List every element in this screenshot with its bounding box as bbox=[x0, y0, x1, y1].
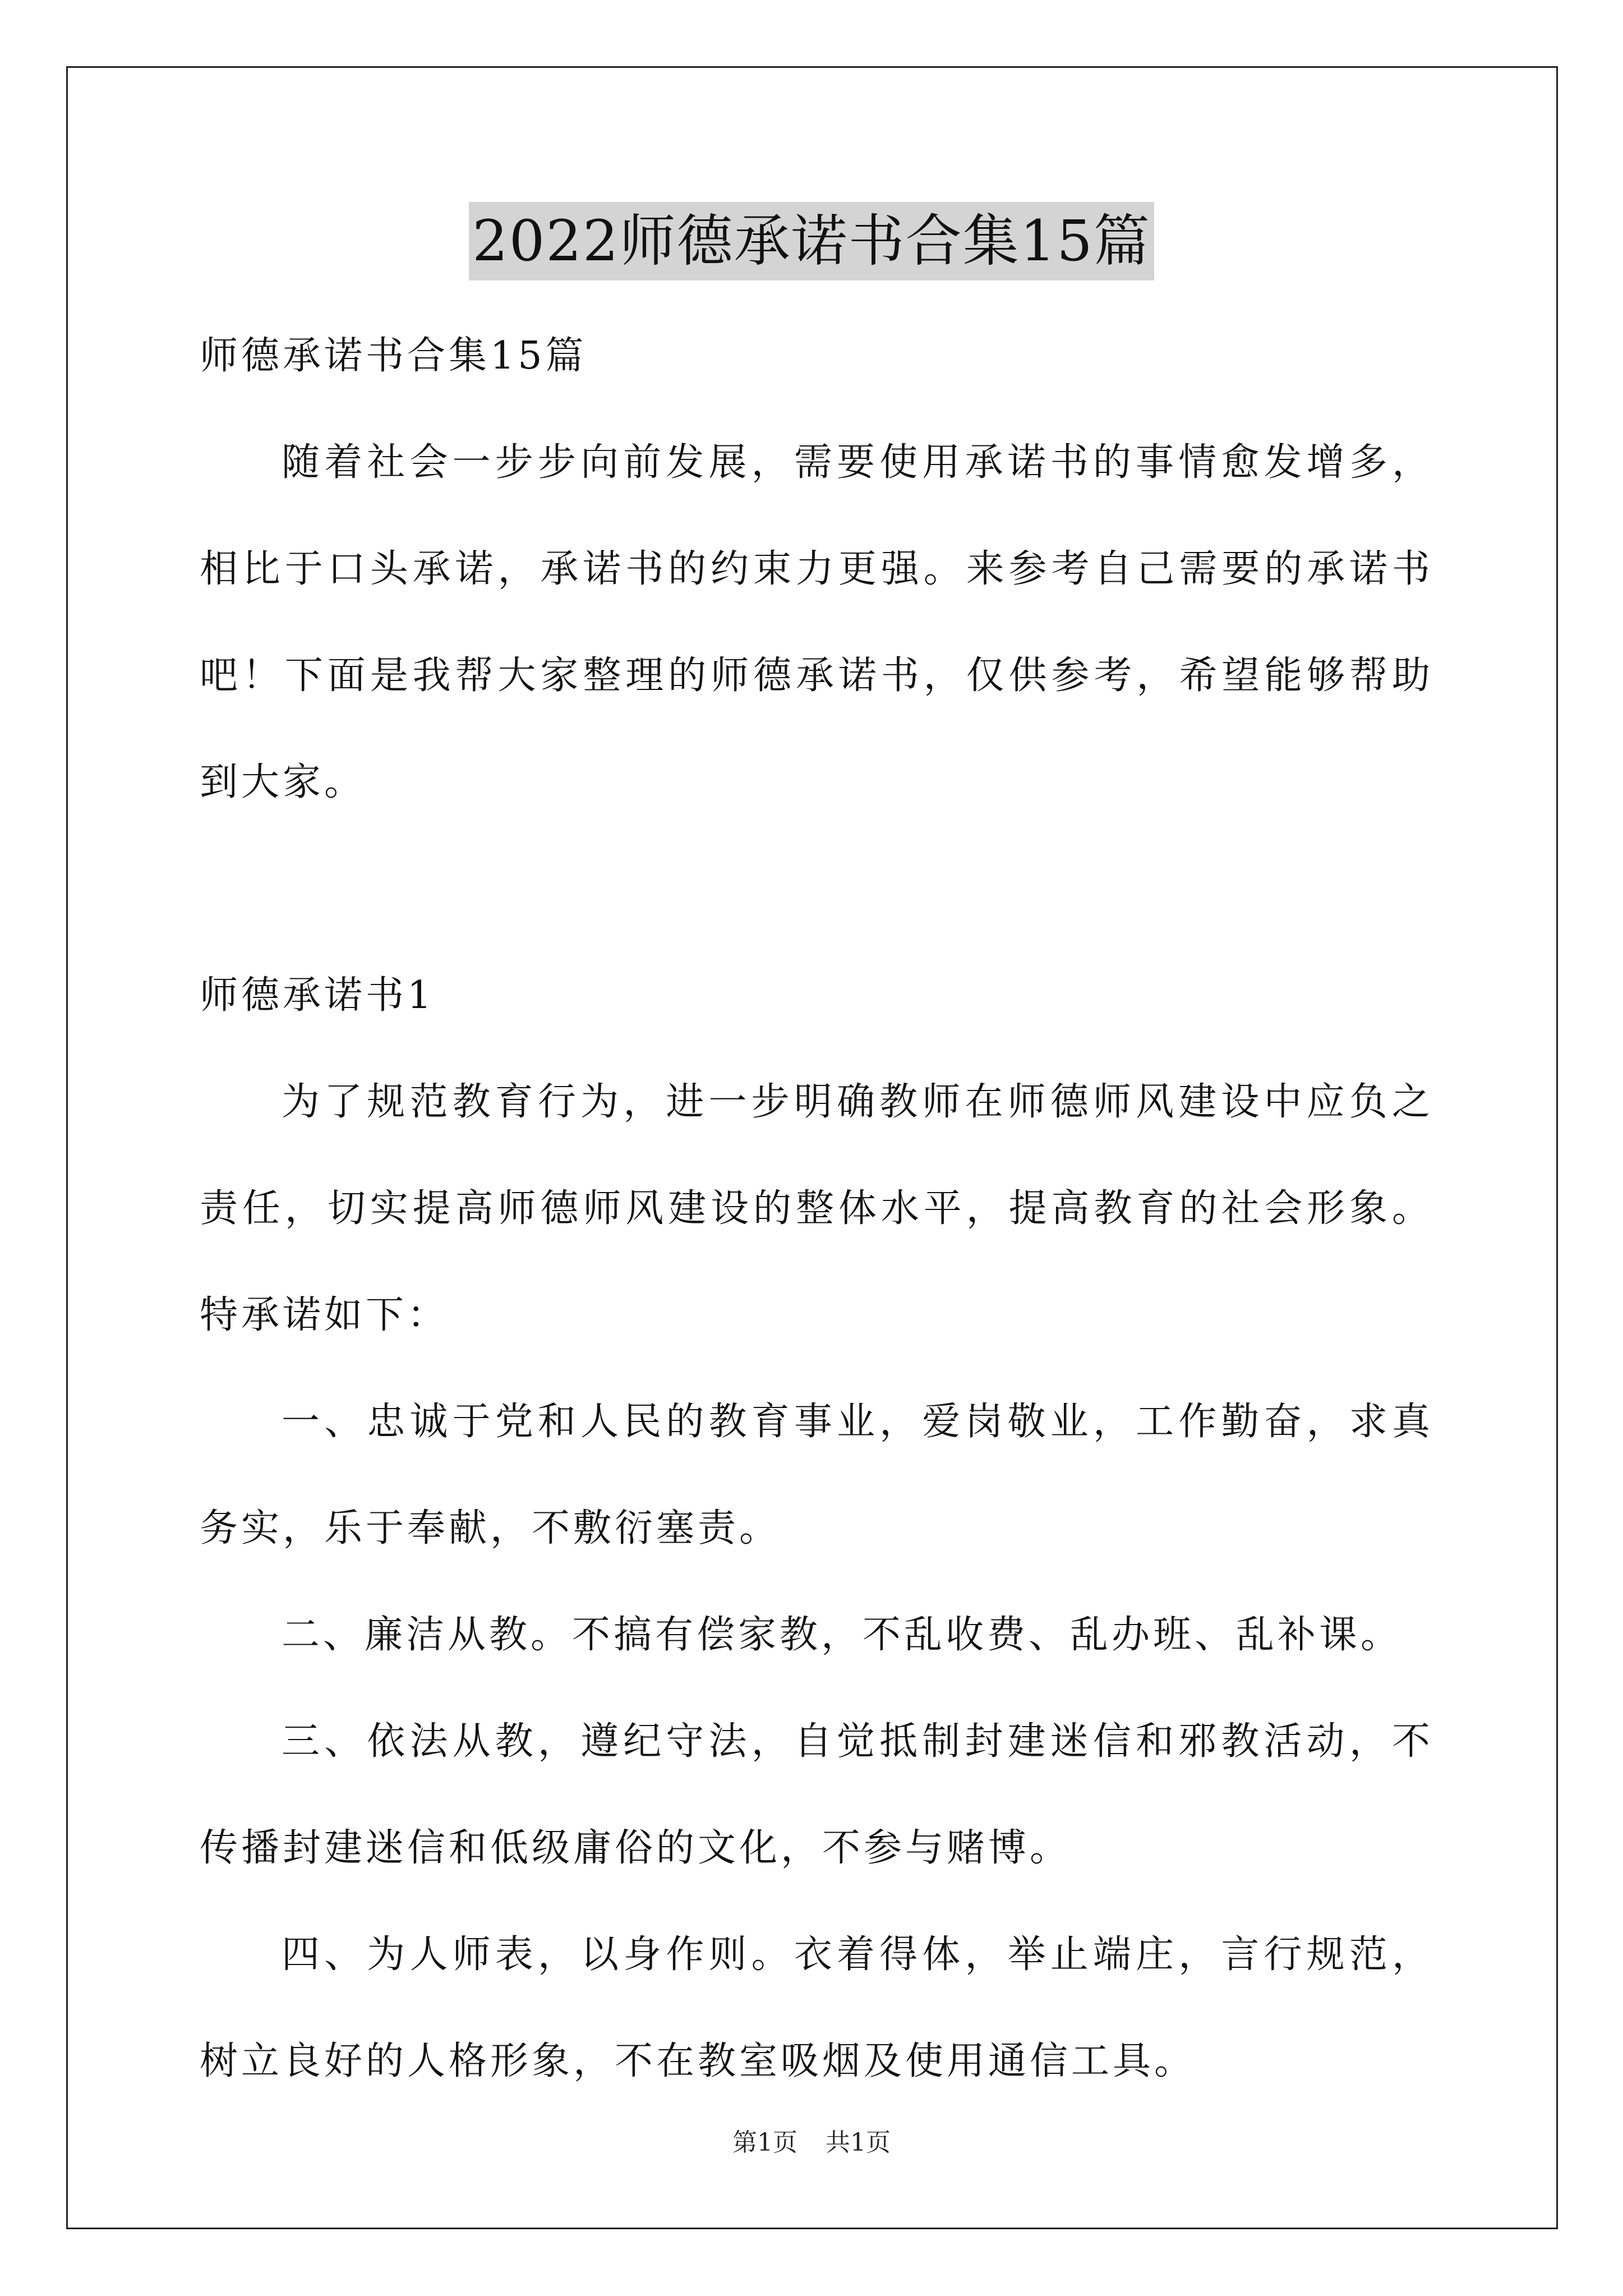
title-wrap bbox=[0, 202, 1623, 280]
spacer bbox=[200, 836, 1433, 942]
paragraph: 一、忠诚于党和人民的教育事业，爱岗敬业，工作勤奋，求真务实，乐于奉献，不敷衍塞责。 bbox=[200, 1400, 1433, 1550]
intro-paragraph: 随着社会一步步向前发展，需要使用承诺书的事情愈发增多，相比于口头承诺，承诺书的约束力更强。来参考自己需要的承诺书吧！下面是我帮大家整理的师德承诺书，仅供参考，希望能够帮助到大家。 bbox=[200, 440, 1433, 804]
paragraph: 三、依法从教，遵纪守法，自觉抵制封建迷信和邪教活动，不传播封建迷信和低级庸俗的文化，不参与赌博。 bbox=[200, 1719, 1433, 1870]
page-number: 第1页 bbox=[732, 2128, 797, 2157]
paragraph: 为了规范教育行为，进一步明确教师在师德师风建设中应负之责任，切实提高师德师风建设的整体水平，提高教育的社会形象。特承诺如下： bbox=[200, 1080, 1433, 1337]
page-total: 共1页 bbox=[826, 2128, 891, 2157]
paragraph: 二、廉洁从教。不搞有偿家教，不乱收费、乱办班、乱补课。 bbox=[282, 1613, 1403, 1657]
document-subtitle: 师德承诺书合集15篇 bbox=[200, 334, 587, 378]
document-body bbox=[200, 303, 1433, 2115]
section-heading: 师德承诺书1 bbox=[200, 973, 435, 1018]
document-title: 2022师德承诺书合集15篇 bbox=[469, 202, 1154, 280]
page-footer bbox=[0, 2126, 1623, 2160]
paragraph: 四、为人师表，以身作则。衣着得体，举止端庄，言行规范，树立良好的人格形象，不在教室吸烟及使用通信工具。 bbox=[200, 1932, 1433, 2083]
